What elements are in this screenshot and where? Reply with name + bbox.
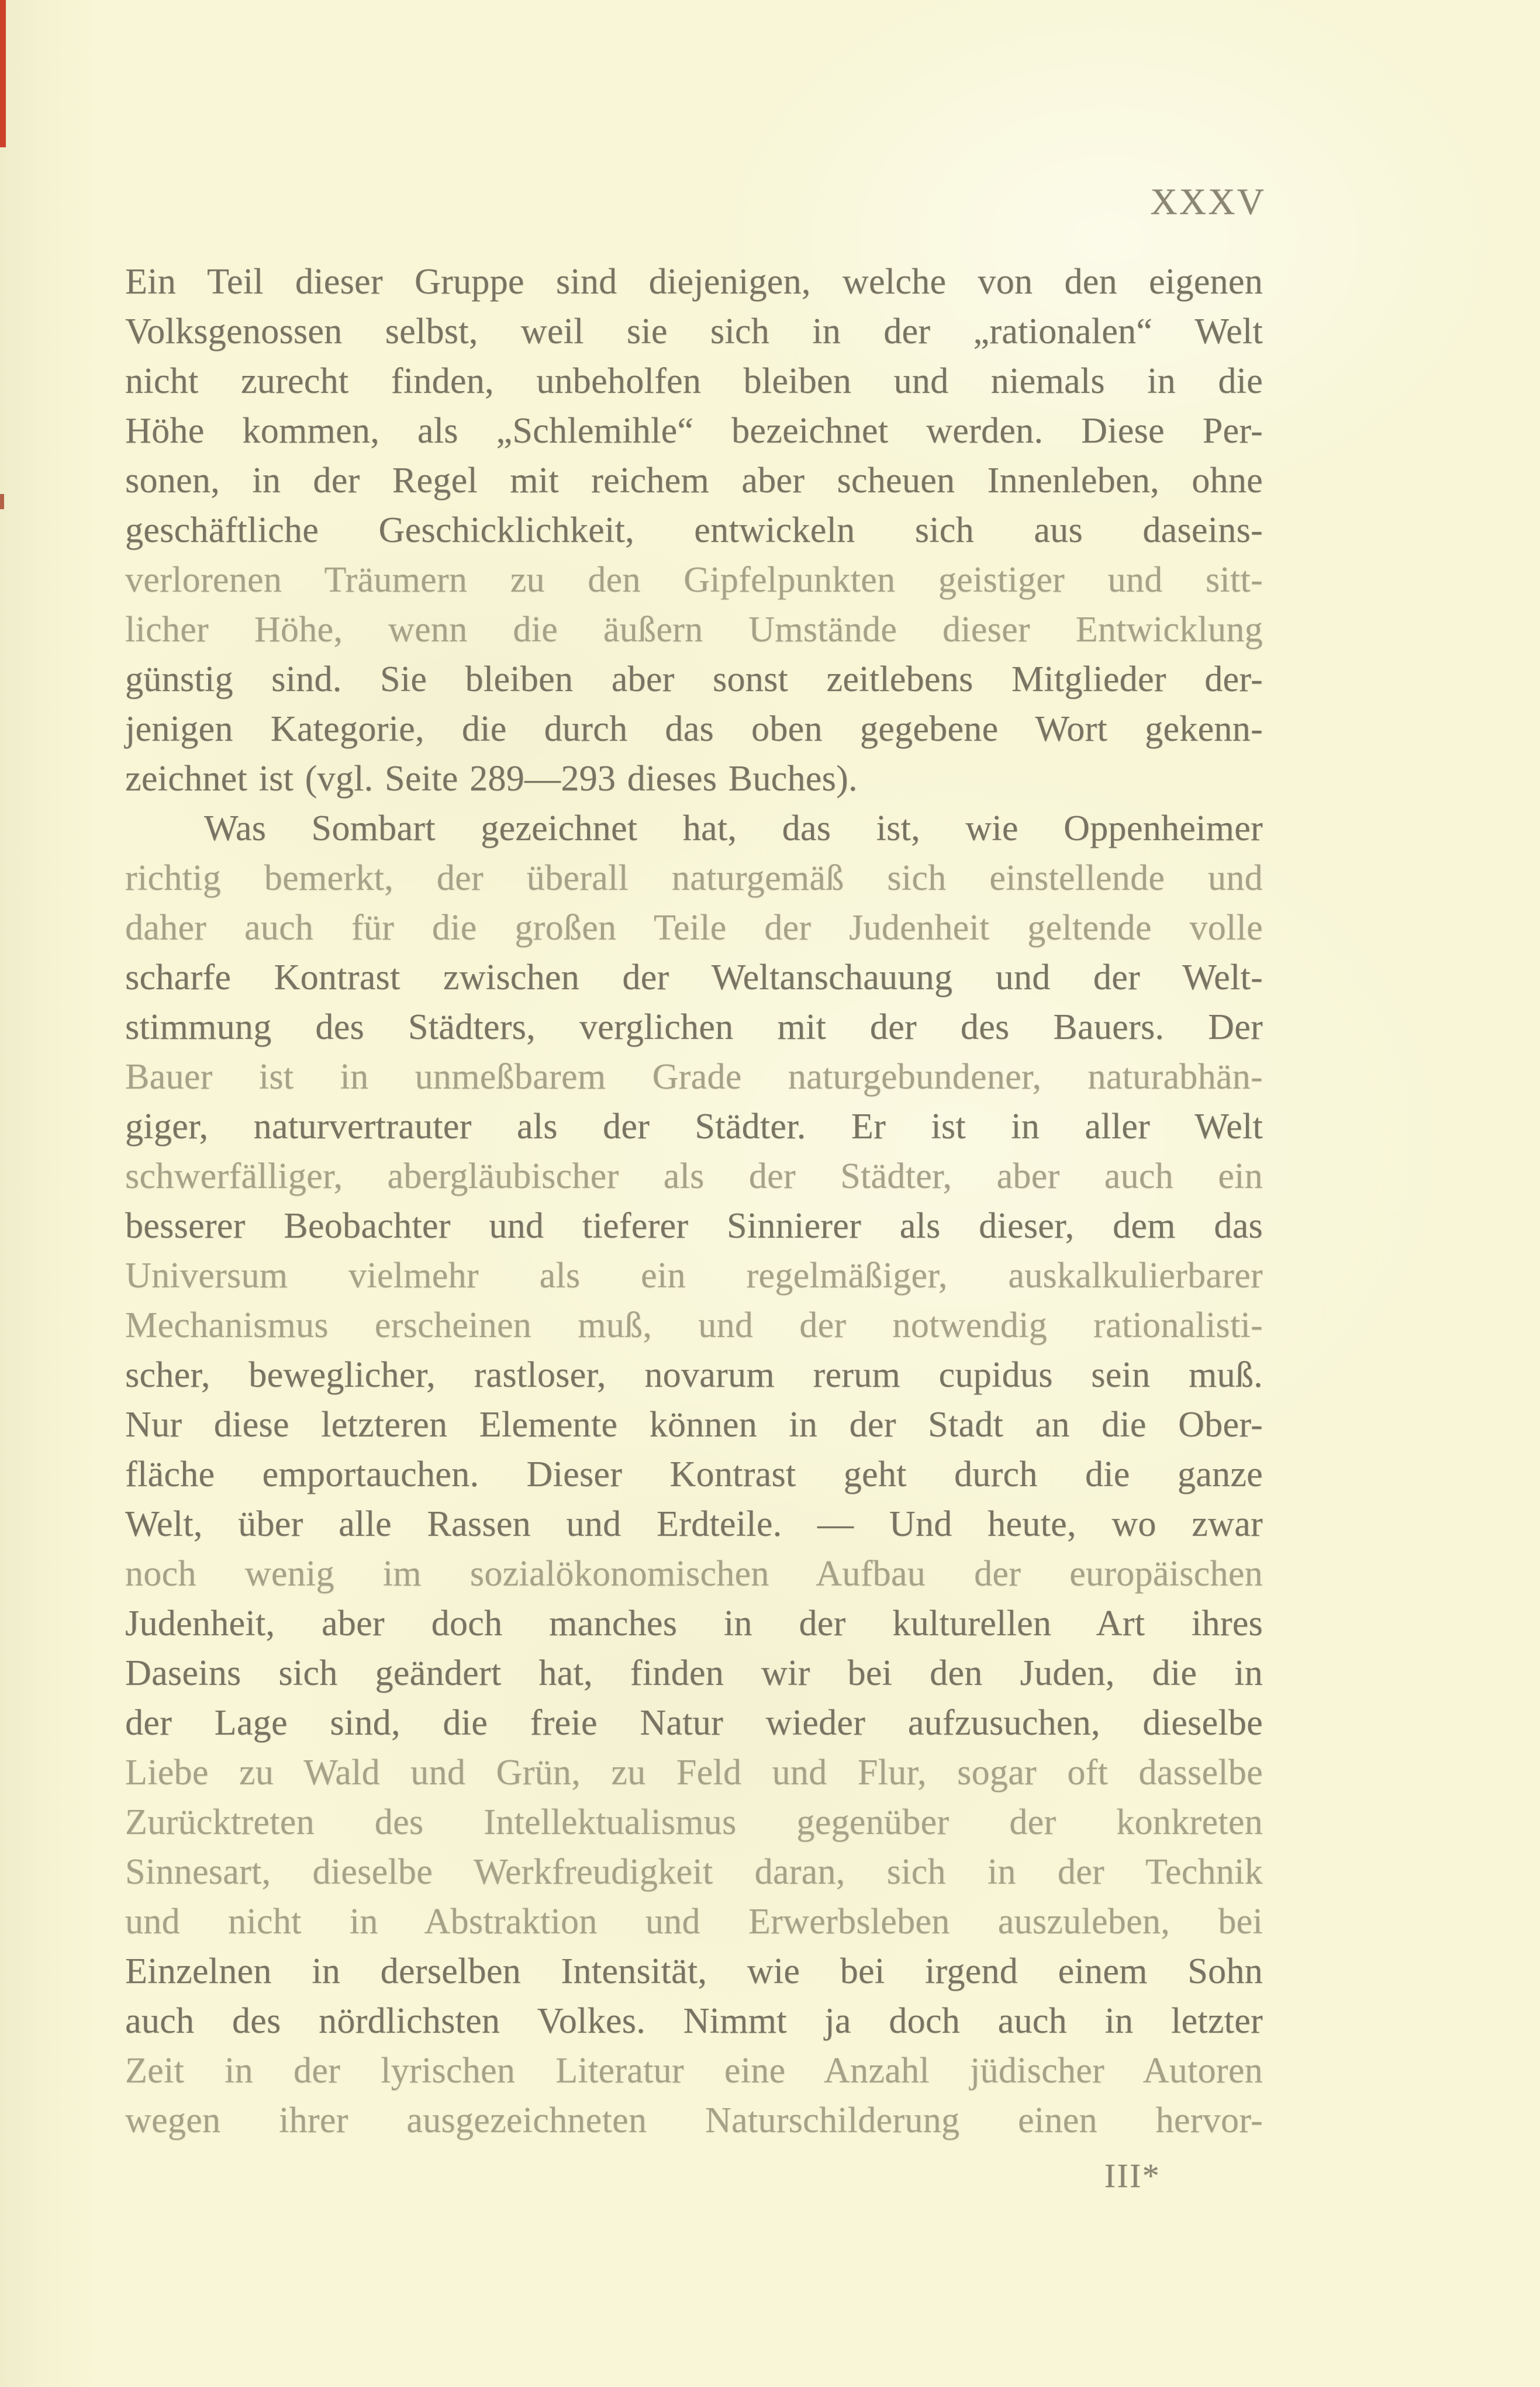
text-line: Welt, über alle Rassen und Erdteile. — Und heute, wo zwar — [125, 1504, 1263, 1544]
printers-signature: III* — [1104, 2157, 1161, 2195]
text-line: Judenheit, aber doch manches in der kulturellen Art ihres — [125, 1604, 1263, 1643]
text-line: Liebe zu Wald und Grün, zu Feld und Flur, sogar oft dasselbe — [125, 1753, 1263, 1792]
text-line: Nur diese letzteren Elemente können in der Stadt an die Ober- — [125, 1405, 1263, 1445]
text-line: auch des nördlichsten Volkes. Nimmt ja doch auch in letzter — [125, 2001, 1263, 2041]
text-line: Ein Teil dieser Gruppe sind diejenigen, welche von den eigenen — [125, 262, 1263, 302]
text-line: Was Sombart gezeichnet hat, das ist, wie Oppenheimer — [204, 809, 1263, 848]
text-line: nicht zurecht finden, unbeholfen bleiben und niemals in die — [125, 361, 1263, 401]
text-line: scher, beweglicher, rastloser, novarum rerum cupidus sein muß. — [125, 1355, 1263, 1395]
text-line: zeichnet ist (vgl. Seite 289—293 dieses Buches). — [125, 759, 858, 799]
text-block — [125, 257, 1263, 2146]
text-line: Einzelnen in derselben Intensität, wie bei irgend einem Sohn — [125, 1951, 1263, 1991]
text-line: besserer Beobachter und tieferer Sinnierer als dieser, dem das — [125, 1206, 1263, 1246]
text-line: wegen ihrer ausgezeichneten Naturschilderung einen hervor- — [125, 2101, 1263, 2140]
text-line: Sinnesart, dieselbe Werkfreudigkeit daran, sich in der Technik — [125, 1852, 1263, 1892]
text-line: verlorenen Träumern zu den Gipfelpunkten geistiger und sitt- — [125, 560, 1263, 600]
text-line: jenigen Kategorie, die durch das oben gegebene Wort gekenn- — [125, 709, 1263, 749]
text-line: geschäftliche Geschicklichkeit, entwickeln sich aus daseins- — [125, 510, 1263, 550]
text-line: noch wenig im sozialökonomischen Aufbau der europäischen — [125, 1554, 1263, 1594]
text-line: licher Höhe, wenn die äußern Umstände dieser Entwicklung — [125, 610, 1263, 650]
text-line: Zeit in der lyrischen Literatur eine Anzahl jüdischer Autoren — [125, 2051, 1263, 2091]
text-line: und nicht in Abstraktion und Erwerbsleben auszuleben, bei — [125, 1902, 1263, 1942]
paragraph — [125, 804, 1263, 2146]
text-line: daher auch für die großen Teile der Judenheit geltende volle — [125, 908, 1263, 948]
text-line: der Lage sind, die freie Natur wieder aufzusuchen, dieselbe — [125, 1703, 1263, 1743]
page-number-header: XXXV — [1150, 181, 1266, 222]
text-line: Volksgenossen selbst, weil sie sich in der „rationalen“ Welt — [125, 312, 1263, 351]
text-line: Universum vielmehr als ein regelmäßiger, auskalkulierbarer — [125, 1256, 1263, 1296]
text-line: Zurücktreten des Intellektualismus gegenüber der konkreten — [125, 1802, 1263, 1842]
red-edge-mark-top — [0, 0, 6, 147]
text-line: richtig bemerkt, der überall naturgemäß sich einstellende und — [125, 858, 1263, 898]
text-line: scharfe Kontrast zwischen der Weltanschauung und der Welt- — [125, 958, 1263, 997]
text-line: fläche emportauchen. Dieser Kontrast geht durch die ganze — [125, 1455, 1263, 1494]
text-line: Mechanismus erscheinen muß, und der notwendig rationalisti- — [125, 1305, 1263, 1345]
paragraph — [125, 257, 1263, 804]
text-line: günstig sind. Sie bleiben aber sonst zeitlebens Mitglieder der- — [125, 659, 1263, 699]
text-line: sonen, in der Regel mit reichem aber scheuen Innenleben, ohne — [125, 461, 1263, 500]
text-line: giger, naturvertrauter als der Städter. Er ist in aller Welt — [125, 1107, 1263, 1146]
text-line: Daseins sich geändert hat, finden wir bei den Juden, die in — [125, 1653, 1263, 1693]
text-line: stimmung des Städters, verglichen mit der des Bauers. Der — [125, 1007, 1263, 1047]
text-line: Höhe kommen, als „Schlemihle“ bezeichnet werden. Diese Per- — [125, 411, 1263, 451]
red-edge-mark-small — [0, 494, 4, 509]
text-line: schwerfälliger, abergläubischer als der Städter, aber auch ein — [125, 1156, 1263, 1196]
text-line: Bauer ist in unmeßbarem Grade naturgebundener, naturabhän- — [125, 1057, 1263, 1097]
